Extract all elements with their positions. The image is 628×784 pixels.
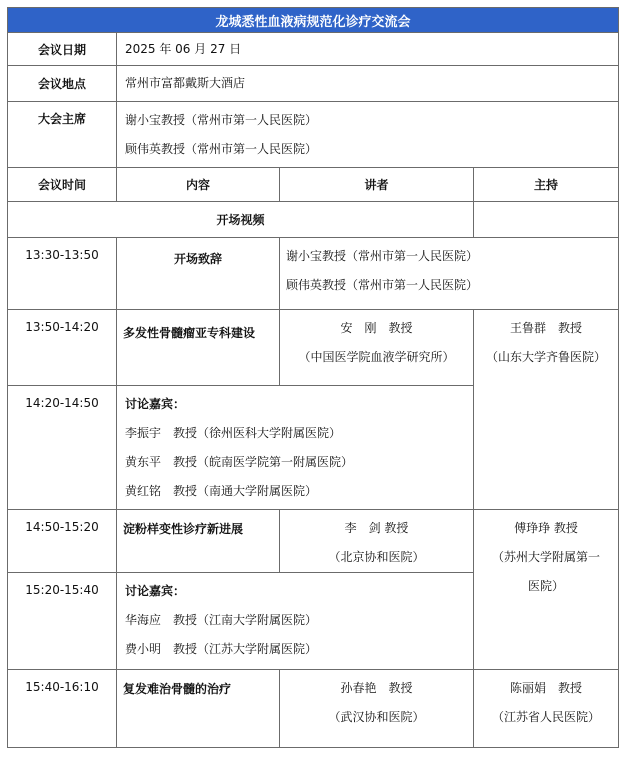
host-block: [474, 310, 619, 510]
session-title: 淀粉样变性诊疗新进展: [117, 510, 280, 573]
guest-line: 李振宇 教授（徐州医科大学附属医院）: [125, 426, 342, 440]
speaker-line: 安 刚 教授: [340, 321, 413, 335]
chair-item: 谢小宝教授（常州市第一人民医院）: [125, 113, 318, 127]
opening-video-host: [474, 202, 619, 238]
session-title: 复发难治骨髓的治疗: [117, 670, 280, 748]
speaker-line: 顾伟英教授（常州市第一人民医院）: [286, 278, 479, 292]
guest-line: 黄东平 教授（皖南医学院第一附属医院）: [125, 455, 354, 469]
venue-label: 会议地点: [8, 66, 117, 102]
discussion-label: 讨论嘉宾：: [125, 397, 186, 411]
session-time: 13:30-13:50: [8, 238, 117, 310]
session-time: 13:50-14:20: [8, 310, 117, 386]
host-block: [474, 510, 619, 670]
venue-value: 常州市富都戴斯大酒店: [117, 66, 619, 102]
host-line: 王鲁群 教授: [510, 321, 583, 335]
discussion-block: [117, 386, 474, 510]
header-speaker: 讲者: [280, 168, 474, 202]
session-speaker: [280, 670, 474, 748]
speaker-line: 孙春艳 教授: [340, 681, 413, 695]
host-line: （山东大学齐鲁医院）: [486, 350, 607, 364]
agenda-sheet: [7, 7, 618, 748]
guest-line: 黄红铭 教授（南通大学附属医院）: [125, 484, 318, 498]
opening-video: 开场视频: [8, 202, 474, 238]
chair-list: [117, 102, 619, 168]
session-time: 14:20-14:50: [8, 386, 117, 510]
speaker-line: 李 剑 教授: [344, 521, 409, 535]
session-speaker: [280, 310, 474, 386]
guest-line: 费小明 教授（江苏大学附属医院）: [125, 642, 318, 656]
host-line: （苏州大学附属第一: [492, 550, 601, 564]
host-line: 陈丽娟 教授: [510, 681, 583, 695]
discussion-label: 讨论嘉宾：: [125, 584, 186, 598]
speaker-line: （武汉协和医院）: [328, 710, 425, 724]
chair-label: 大会主席: [8, 102, 117, 168]
session-time: 15:20-15:40: [8, 573, 117, 670]
discussion-block: [117, 573, 474, 670]
header-time: 会议时间: [8, 168, 117, 202]
chair-item: 顾伟英教授（常州市第一人民医院）: [125, 142, 318, 156]
session-title: 开场致辞: [117, 238, 280, 310]
speaker-line: 谢小宝教授（常州市第一人民医院）: [286, 249, 479, 263]
host-line: 医院）: [528, 579, 565, 593]
agenda-title: 龙城悉性血液病规范化诊疗交流会: [8, 8, 619, 33]
speaker-line: （中国医学院血液学研究所）: [298, 350, 455, 364]
header-content: 内容: [117, 168, 280, 202]
date-value: 2025 年 06 月 27 日: [117, 33, 619, 66]
agenda-table: [7, 7, 619, 748]
session-title: 多发性骨髓瘤亚专科建设: [117, 310, 280, 386]
date-label: 会议日期: [8, 33, 117, 66]
host-line: 傅琤琤 教授: [514, 521, 578, 535]
session-speakers: [280, 238, 619, 310]
speaker-line: （北京协和医院）: [328, 550, 425, 564]
session-time: 15:40-16:10: [8, 670, 117, 748]
guest-line: 华海应 教授（江南大学附属医院）: [125, 613, 318, 627]
header-host: 主持: [474, 168, 619, 202]
session-time: 14:50-15:20: [8, 510, 117, 573]
session-speaker: [280, 510, 474, 573]
host-block: [474, 670, 619, 748]
host-line: （江苏省人民医院）: [492, 710, 601, 724]
